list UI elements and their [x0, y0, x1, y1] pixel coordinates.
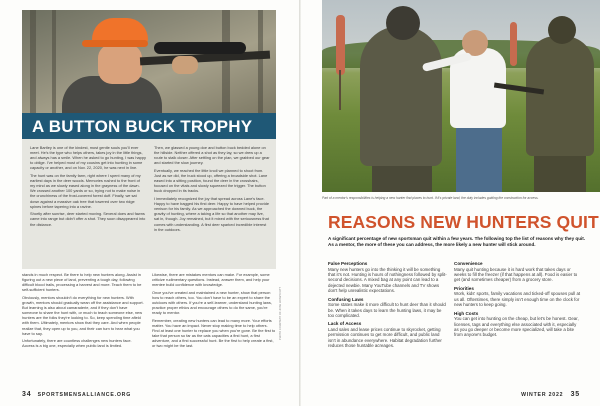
paragraph: I immediately recognized the joy that spread across Lane's face. Happy to have bagged his first deer. Happy to have helped provide venison for his family. As we approached the downed buck, the gravity of hunting, where a taking a life so that another may live, sat in, though. Joy remained, but it mixed with the seriousness that comes with understanding. A first deer sparked incredible interest in the outdoors.	[154, 196, 270, 232]
reason-heading: High Costs	[454, 310, 479, 316]
paragraph: Remember, creating new hunters can lead to many more. Your efforts matter. You have an impact. Never stop making time to help others. Find at least one hunter to replace you when you're gone. Be the first to take that person so far as the cats capacities a first hunt, a first adventure, and a first successful hunt. Be the first to help create a first, or two might be the last.	[152, 317, 276, 349]
article-column-1	[22, 272, 144, 351]
gutter	[299, 0, 301, 406]
reason-heading: Priorities	[454, 285, 474, 291]
article-column-2	[152, 272, 276, 351]
footer-site: SPORTSMENSALLIANCE.ORG	[37, 392, 132, 398]
reason-text: Many new hunters go into the thinking it will be something that it's not. Hunting is hours of nothingness followed by split-second decisions. A mixed bag at any point can lead to a dejected newbie. Many YouTube channels and TV shows don't help unrealistic expectations.	[328, 266, 447, 294]
reason-heading: Confusing Laws	[328, 296, 364, 302]
page-number: 35	[570, 391, 580, 398]
paragraph: Unfortunately, there are countless challenges new hunters face. Access is a big one, especially when public land is limited.	[22, 338, 132, 349]
reason-text: Work, kids' sports, family vacations and ticked-off spouses pull at us all. Oftentimes, there simply isn't enough time on the clock for new hunters to keep going.	[454, 291, 581, 308]
paragraph: Then, we glassed a young doe and button buck bedded alone on the hillside. Neither offered a shot as they lay, so we drew up a route to stalk closer. After settling on the plan, we grabbed our gear and started the slow journey.	[154, 145, 270, 166]
paragraph: Lane Bartley is one of the kindest, most gentle souls you'll ever meet. He's the type who helps others, takes joy in the little things, and always has a smile. When he asked to go hunting, I was happy to oblige. I've helped most of my cousins get into hunting in some capacity or another, and on Nov. 22, 2020, he was next in line.	[30, 145, 146, 171]
paragraph: The hunt was on the family farm, right where I spent many of my earliest days in the deer woods. Memories rushed to the front of my mind as we slowly eased along in the grayness of the dawn. We crossed another 100 yards or so, trying not to make noise in the crunchiness of the frost-covered forest duff. Finally, we sat down against a massive oak tree that towered over two ridge spines before tapering into a ravine.	[30, 173, 141, 209]
paragraph: stands in much respect. Be there to help new hunters along. Assist in figuring out a new piece of land, preventing a tough day, following difficult blood trails, processing a harvest and more. Teach them to be self-sufficient hunters.	[22, 272, 142, 293]
story-title: A BUTTON BUCK TROPHY	[32, 117, 253, 136]
reasons-column-2	[454, 258, 582, 339]
story-title-bar	[22, 113, 276, 139]
story-column-2	[154, 145, 270, 234]
mentors-field-photo	[322, 0, 600, 192]
paragraph: Once you've created and maintained a new hunter, show that person how to reach others, too. You don't have to be an expert to share the outdoors with others. If you're a self-learner, understand hunting laws, practice proper ethics and encourage others to do the same, you're ready to mentor.	[152, 289, 272, 316]
footer-issue: WINTER 2022	[521, 392, 564, 398]
right-folio	[521, 391, 580, 398]
paragraph: Obviously, mentors shouldn't do everything for new hunters. With growth, mentors should gradually wean off the assistance and support. But learning is also about camaraderie, and if they don't have someone to share the hunt with, or much to teach someone else, new hunters are the folks they're looking to. So, keep spending time afield with them. Ultimately, mentors show that they care. And when people realize that, they open up to you, and their can turn to hear what you have to say.	[22, 294, 144, 336]
story-column-1	[30, 145, 146, 229]
reasons-column-1	[328, 258, 448, 350]
reason-heading: Lack of Access	[328, 321, 362, 327]
paragraph: Likewise, there are mistakes mentors can make. For example, some criticize rudimentary questions. Instead, answer them, and help your mentee build confidence with knowledge.	[152, 272, 270, 288]
reason-text: You can get into hunting on the cheap, but let's be honest. Gear, licenses, tags and everything else associated with it, especially as you go deeper or become more specialized, will take a bite from anyone's budget.	[454, 316, 579, 338]
reason-text: Land sales and lease prices continue to skyrocket, getting permission continues to get more difficult, and public land isn't in abundance everywhere. Habitat degradation further reduces those huntable acreages.	[328, 327, 442, 349]
sidebar-headline: REASONS NEW HUNTERS QUIT	[328, 212, 599, 232]
reason-text: Some states make it more difficult to hunt deer than it should be. When it takes days to learn the hunting laws, it may be too complicated.	[328, 302, 446, 319]
sidebar-intro: A significant percentage of new sportsman quit within a few years. The following top the list of reasons why they quit. As a mentor, the more of these you can address, the more likely a new hunter will stick around.	[328, 236, 586, 247]
reason-heading: Convenience	[454, 261, 483, 266]
page-number: 34	[22, 391, 32, 398]
paragraph: Shortly after sunrise, deer started moving. Several does and fawns came into range but didn't offer a shot. They soon disappeared into the distance.	[30, 211, 146, 227]
left-folio	[22, 391, 131, 398]
photo-credit: PHOTO COURTESY OF JOSH HONEYCUTT	[279, 286, 282, 340]
reason-heading: False Perceptions	[328, 261, 368, 266]
photo-caption: Part of a mentor's responsibilities is helping a new hunter find places to hunt. If it's private land, the duty includes guiding the construction for access.	[322, 196, 539, 200]
reason-text: Many quit hunting because it is hard work that takes days or weeks to fill the freezer (if that happens at all). Food is easier to get (and sometimes cheaper) from a grocery store.	[454, 266, 578, 283]
hunter-scope-photo	[22, 10, 276, 113]
paragraph: Eventually, we reached the little knoll we planned to shoot from. Just as we did, the buck stood up, offering a broadside shot. Lane eased into a sitting position, found the deer in the crosshairs, focused on the vitals and slowly squeezed the trigger. The button buck dropped in its tracks.	[154, 167, 268, 194]
